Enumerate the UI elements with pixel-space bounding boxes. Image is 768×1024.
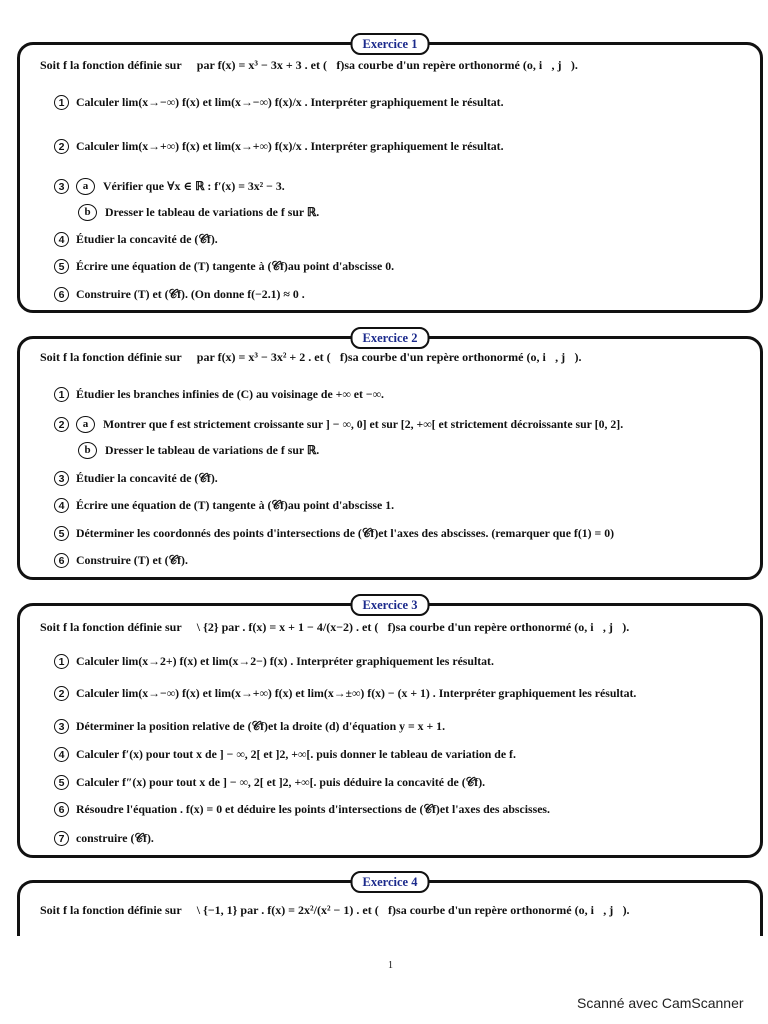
item-number: 1 [54,654,69,669]
item-text: Calculer lim(x→+∞) f(x) et lim(x→+∞) f(x)/x . Interpréter graphiquement le résultat. [76,139,504,153]
item-number: 4 [54,232,69,247]
item-text: Écrire une équation de (T) tangente à (𝒞f)au point d'abscisse 0. [76,259,395,273]
exercise-3-item-3 [54,719,445,734]
exercise-2-item-1 [54,387,384,402]
item-text: Résoudre l'équation . f(x) = 0 et déduire les points d'intersections de (𝒞f)et l'axes des abscisses. [76,802,550,816]
exercise-1-item-4 [54,232,218,247]
item-number: 1 [54,387,69,402]
item-letter: b [78,204,97,221]
exercise-1-item-2 [54,139,504,154]
exercise-1-item-3b [78,204,319,221]
item-text: Étudier les branches infinies de (C) au voisinage de +∞ et −∞. [76,387,384,401]
item-number: 7 [54,831,69,846]
exercise-2-item-5 [54,526,614,541]
item-text: Calculer f′(x) pour tout x de ] − ∞, 2[ et ]2, +∞[. puis donner le tableau de variation de f. [76,747,516,761]
item-text: construire (𝒞f). [76,831,154,845]
item-text: Calculer lim(x→−∞) f(x) et lim(x→+∞) f(x) et lim(x→±∞) f(x) − (x + 1) . Interpréter graphiquement les résultat. [76,686,637,700]
item-letter: a [76,416,95,433]
exercise-4-intro: Soit f la fonction définie sur ℝ \ {−1, 1} par . f(x) = 2x²/(x² − 1) . et (𝒞f)sa courbe d'un repère orthonormé (o, i⃗, j⃗). [40,903,630,917]
item-text: Vérifier que ∀x ∈ ℝ : f′(x) = 3x² − 3. [103,179,285,193]
item-number: 1 [54,95,69,110]
item-text: Dresser le tableau de variations de f sur ℝ. [105,205,320,219]
scanner-watermark: Scanné avec CamScanner [577,995,744,1011]
exercise-3-intro: Soit f la fonction définie sur ℝ \ {2} par . f(x) = x + 1 − 4/(x−2) . et (𝒞f)sa courbe d'un repère orthonormé (o, i⃗, j⃗). [40,620,630,634]
item-letter: b [78,442,97,459]
item-text: Calculer lim(x→−∞) f(x) et lim(x→−∞) f(x)/x . Interpréter graphiquement le résultat. [76,95,504,109]
item-number: 4 [54,498,69,513]
exercise-2-item-6 [54,553,188,568]
exercise-3-box [17,598,763,858]
item-text: Étudier la concavité de (𝒞f). [76,471,218,485]
exercise-3-item-5 [54,775,485,790]
exercise-2-intro: Soit f la fonction définie sur ℝ par f(x) = x³ − 3x² + 2 . et (𝒞f)sa courbe d'un repère orthonormé (o, i⃗, j⃗). [40,350,582,364]
item-text: Dresser le tableau de variations de f sur ℝ. [105,443,320,457]
exercise-2-title: Exercice 2 [351,327,430,349]
exercise-3-item-7 [54,831,154,846]
item-number: 3 [54,719,69,734]
exercise-1-item-3a [54,178,285,195]
item-text: Construire (T) et (𝒞f). (On donne f(−2.1) ≈ 0 . [76,287,305,301]
page-number: 1 [388,960,393,971]
item-number: 6 [54,802,69,817]
item-number: 5 [54,526,69,541]
item-number: 5 [54,775,69,790]
exercise-2-item-2b [78,442,319,459]
item-number: 2 [54,686,69,701]
exercise-3-item-6 [54,802,550,817]
item-text: Construire (T) et (𝒞f). [76,553,188,567]
item-text: Déterminer la position relative de (𝒞f)et la droite (d) d'équation y = x + 1. [76,719,446,733]
item-text: Écrire une équation de (T) tangente à (𝒞f)au point d'abscisse 1. [76,498,395,512]
exercise-4-title: Exercice 4 [351,871,430,893]
item-number: 3 [54,179,69,194]
item-text: Montrer que f est strictement croissante sur ] − ∞, 0] et sur [2, +∞[ et strictement décroissante sur [0, 2]. [103,417,624,431]
exercise-2-item-2a [54,416,623,433]
item-number: 4 [54,747,69,762]
exercise-2-item-4 [54,498,394,513]
item-text: Calculer lim(x→2+) f(x) et lim(x→2−) f(x) . Interpréter graphiquement les résultat. [76,654,494,668]
exercise-1-intro: Soit f la fonction définie sur ℝ par f(x) = x³ − 3x + 3 . et (𝒞f)sa courbe d'un repère orthonormé (o, i⃗, j⃗). [40,58,578,72]
item-number: 6 [54,287,69,302]
exercise-2-item-3 [54,471,218,486]
exercise-3-title: Exercice 3 [351,594,430,616]
item-text: Déterminer les coordonnés des points d'intersections de (𝒞f)et l'axes des abscisses. (remarquer que f(1) = 0) [76,526,615,540]
item-number: 5 [54,259,69,274]
item-letter: a [76,178,95,195]
exercise-1-title: Exercice 1 [351,33,430,55]
item-text: Calculer f″(x) pour tout x de ] − ∞, 2[ et ]2, +∞[. puis déduire la concavité de (𝒞f). [76,775,486,789]
item-number: 2 [54,139,69,154]
exercise-3-item-4 [54,747,516,762]
item-number: 3 [54,471,69,486]
exercise-1-item-5 [54,259,394,274]
exercise-1-item-1 [54,95,504,110]
item-text: Étudier la concavité de (𝒞f). [76,232,218,246]
item-number: 6 [54,553,69,568]
exercise-1-box [17,37,763,313]
exercise-1-item-6 [54,287,305,302]
exercise-3-item-2 [54,686,636,701]
item-number: 2 [54,417,69,432]
exercise-3-item-1 [54,654,494,669]
exercise-2-box [17,331,763,580]
